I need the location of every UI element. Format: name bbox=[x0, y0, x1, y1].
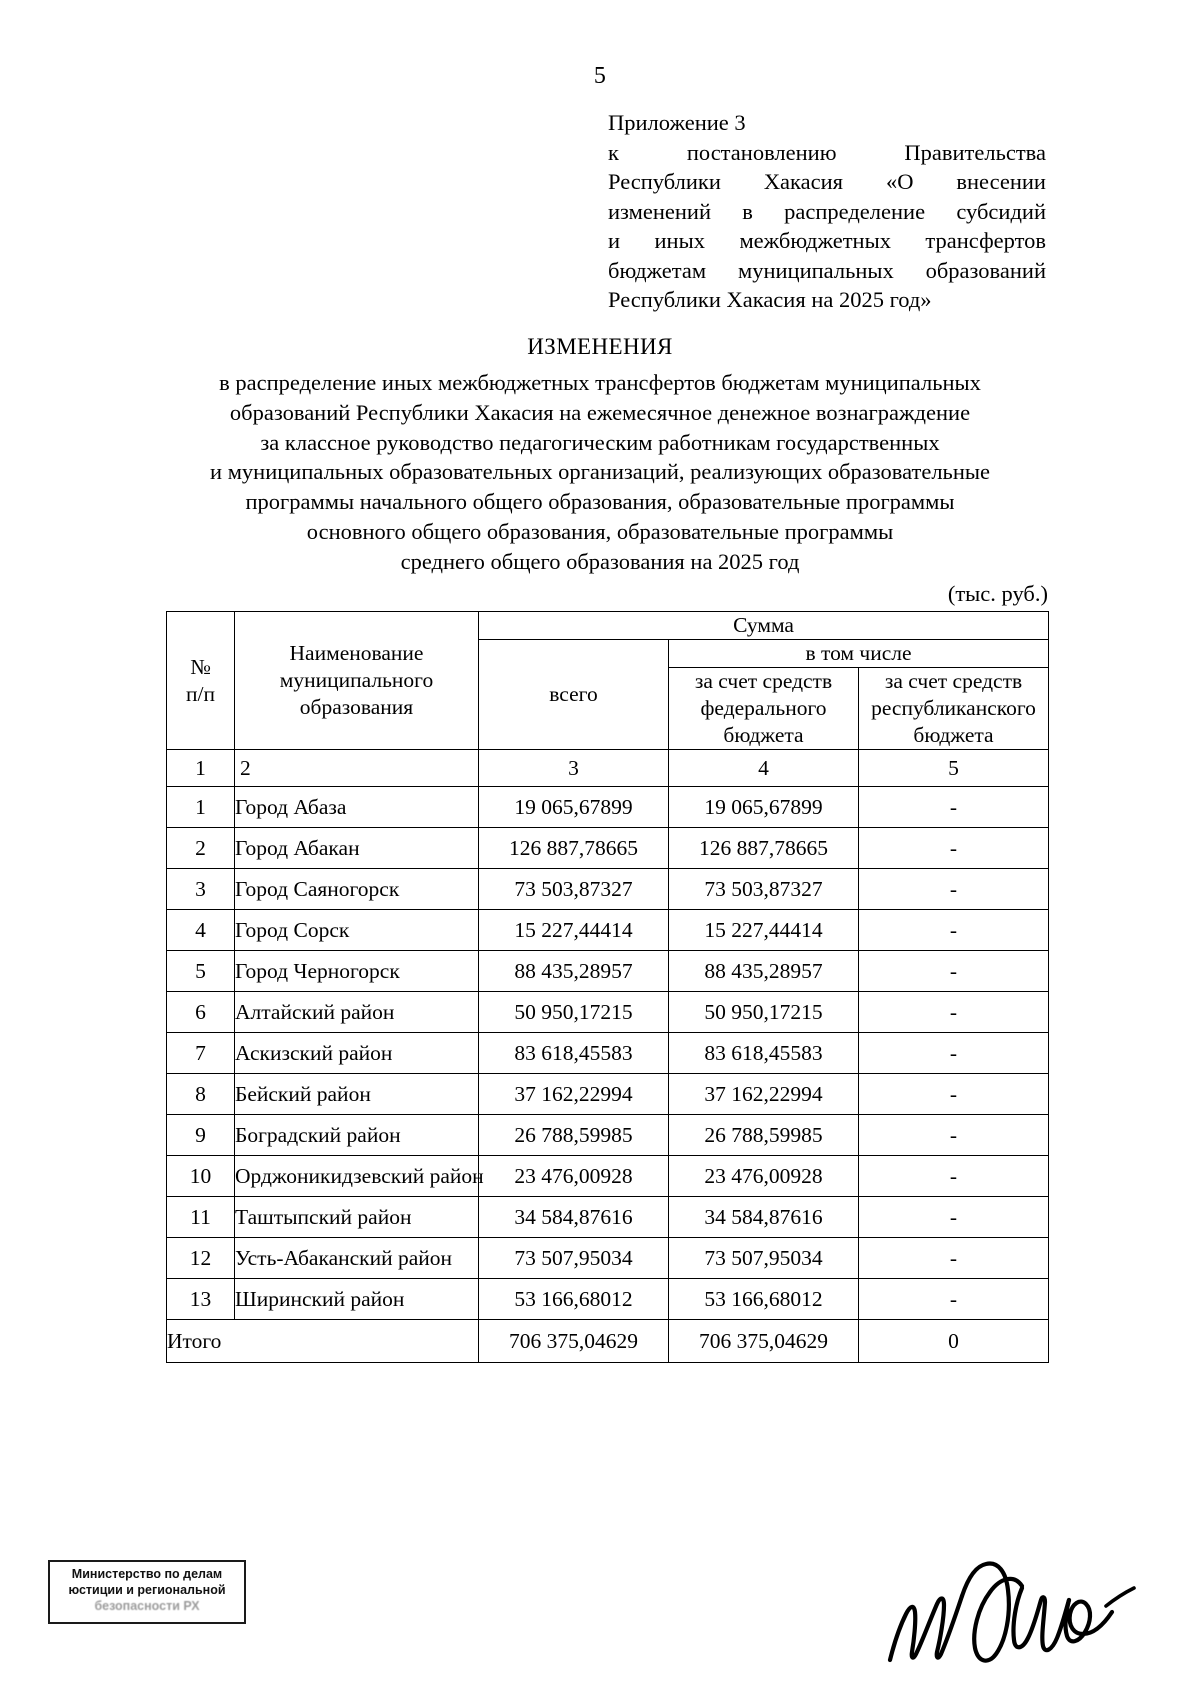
appendix-line-1: Приложение 3 bbox=[608, 110, 746, 135]
appendix-line-6-word-1: бюджетам bbox=[608, 257, 707, 283]
row-republican: - bbox=[859, 1197, 1049, 1238]
row-number: 9 bbox=[167, 1115, 235, 1156]
appendix-reference-block bbox=[608, 108, 1046, 315]
total-amount: 706 375,04629 bbox=[479, 1320, 669, 1363]
row-total: 50 950,17215 bbox=[479, 992, 669, 1033]
row-federal: 73 507,95034 bbox=[669, 1238, 859, 1279]
header-name-line-1: Наименование bbox=[289, 641, 424, 665]
table-row bbox=[167, 1156, 1049, 1197]
table-row bbox=[167, 1115, 1049, 1156]
units-label: (тыс. руб.) bbox=[947, 581, 1048, 606]
row-total: 73 503,87327 bbox=[479, 869, 669, 910]
appendix-line-4-word-3: распределение bbox=[784, 198, 926, 224]
row-federal: 53 166,68012 bbox=[669, 1279, 859, 1320]
row-name: Усть-Абаканский район bbox=[235, 1238, 479, 1279]
header-no-line-2: п/п bbox=[186, 681, 215, 706]
header-cell-federal bbox=[669, 668, 859, 750]
page-number: 5 bbox=[593, 63, 607, 89]
row-federal: 83 618,45583 bbox=[669, 1033, 859, 1074]
header-cell-republican bbox=[859, 668, 1049, 750]
column-number-2: 2 bbox=[235, 750, 479, 787]
signature-icon bbox=[880, 1548, 1140, 1668]
row-number: 5 bbox=[167, 951, 235, 992]
column-number-4: 4 bbox=[669, 750, 859, 787]
table-row bbox=[167, 910, 1049, 951]
row-name: Город Черногорск bbox=[235, 951, 479, 992]
header-republican-line-1: за счет средств bbox=[884, 669, 1023, 693]
ministry-stamp bbox=[48, 1560, 246, 1624]
row-federal: 19 065,67899 bbox=[669, 787, 859, 828]
table-row bbox=[167, 1033, 1049, 1074]
appendix-line-3-word-3: «О bbox=[885, 169, 914, 194]
row-federal: 34 584,87616 bbox=[669, 1197, 859, 1238]
stamp-line-1: Министерство по делам bbox=[71, 1567, 223, 1581]
table-row bbox=[167, 828, 1049, 869]
row-number: 12 bbox=[167, 1238, 235, 1279]
row-number: 10 bbox=[167, 1156, 235, 1197]
table-total-row bbox=[167, 1320, 1049, 1363]
row-federal: 37 162,22994 bbox=[669, 1074, 859, 1115]
row-federal: 126 887,78665 bbox=[669, 828, 859, 869]
row-total: 126 887,78665 bbox=[479, 828, 669, 869]
appendix-line-4-word-4: субсидий bbox=[956, 198, 1046, 224]
appendix-line-5-word-3: межбюджетных bbox=[739, 228, 891, 253]
row-name: Город Абакан bbox=[235, 828, 479, 869]
table-row bbox=[167, 951, 1049, 992]
header-cell-total: всего bbox=[479, 640, 669, 750]
row-number: 7 bbox=[167, 1033, 235, 1074]
row-name: Город Саяногорск bbox=[235, 869, 479, 910]
row-name: Таштыпский район bbox=[235, 1197, 479, 1238]
table-row bbox=[167, 992, 1049, 1033]
appendix-line-3-word-2: Хакасия bbox=[763, 169, 844, 194]
appendix-line-4-word-2: в bbox=[742, 198, 753, 224]
row-republican: - bbox=[859, 910, 1049, 951]
header-cell-no bbox=[167, 612, 235, 750]
row-total: 73 507,95034 bbox=[479, 1238, 669, 1279]
row-federal: 26 788,59985 bbox=[669, 1115, 859, 1156]
table-row bbox=[167, 1074, 1049, 1115]
row-name: Город Абаза bbox=[235, 787, 479, 828]
table-row bbox=[167, 1197, 1049, 1238]
table-row bbox=[167, 1279, 1049, 1320]
appendix-line-7: Республики Хакасия на 2025 год» bbox=[608, 287, 932, 312]
row-republican: - bbox=[859, 1156, 1049, 1197]
subtitle-line-5: программы начального общего образования, образовательные программы bbox=[245, 489, 955, 515]
row-number: 11 bbox=[167, 1197, 235, 1238]
total-label: Итого bbox=[167, 1320, 479, 1363]
row-number: 4 bbox=[167, 910, 235, 951]
distribution-table bbox=[166, 611, 1049, 1363]
row-federal: 23 476,00928 bbox=[669, 1156, 859, 1197]
row-total: 53 166,68012 bbox=[479, 1279, 669, 1320]
row-total: 83 618,45583 bbox=[479, 1033, 669, 1074]
appendix-line-3 bbox=[608, 167, 1046, 197]
table-row bbox=[167, 869, 1049, 910]
subtitle-line-4: и муниципальных образовательных организаций, реализующих образовательные bbox=[210, 459, 990, 485]
appendix-line-6-word-3: образований bbox=[925, 257, 1046, 283]
row-total: 88 435,28957 bbox=[479, 951, 669, 992]
row-total: 23 476,00928 bbox=[479, 1156, 669, 1197]
header-no-line-1: № bbox=[190, 654, 211, 679]
document-heading: ИЗМЕНЕНИЯ bbox=[527, 334, 673, 359]
total-republican: 0 bbox=[859, 1320, 1049, 1363]
header-federal-line-1: за счет средств bbox=[694, 669, 833, 693]
appendix-line-6-word-2: муниципальных bbox=[737, 257, 894, 283]
appendix-line-2-word-3: Правительства bbox=[904, 139, 1046, 165]
header-cell-sum: Сумма bbox=[479, 612, 1049, 640]
row-republican: - bbox=[859, 1279, 1049, 1320]
appendix-line-6 bbox=[608, 256, 1046, 286]
header-federal-line-3: бюджета bbox=[723, 723, 804, 747]
stamp-line-2: юстиции и региональной bbox=[68, 1583, 226, 1597]
column-number-3: 3 bbox=[479, 750, 669, 787]
row-name: Аскизский район bbox=[235, 1033, 479, 1074]
row-republican: - bbox=[859, 951, 1049, 992]
row-number: 6 bbox=[167, 992, 235, 1033]
appendix-line-4-word-1: изменений bbox=[608, 198, 711, 224]
table-body bbox=[167, 787, 1049, 1363]
header-republican-line-3: бюджета bbox=[913, 723, 994, 747]
subtitle-line-7: среднего общего образования на 2025 год bbox=[400, 548, 800, 574]
row-name: Орджоникидзевский район bbox=[235, 1156, 479, 1197]
row-number: 13 bbox=[167, 1279, 235, 1320]
table-row bbox=[167, 787, 1049, 828]
appendix-line-2-word-2: постановлению bbox=[686, 139, 837, 165]
row-name: Ширинский район bbox=[235, 1279, 479, 1320]
appendix-line-3-word-1: Республики bbox=[608, 169, 721, 194]
row-republican: - bbox=[859, 1238, 1049, 1279]
table-row bbox=[167, 1238, 1049, 1279]
appendix-line-2 bbox=[608, 138, 1046, 168]
row-name: Боградский район bbox=[235, 1115, 479, 1156]
row-total: 26 788,59985 bbox=[479, 1115, 669, 1156]
row-republican: - bbox=[859, 1115, 1049, 1156]
stamp-line-3: безопасности РХ bbox=[94, 1599, 200, 1613]
row-total: 15 227,44414 bbox=[479, 910, 669, 951]
distribution-table-wrapper bbox=[166, 611, 1048, 1363]
subtitle-line-1: в распределение иных межбюджетных трансфертов бюджетам муниципальных bbox=[219, 370, 981, 395]
header-federal-line-2: федерального bbox=[700, 696, 827, 720]
row-republican: - bbox=[859, 787, 1049, 828]
row-name: Алтайский район bbox=[235, 992, 479, 1033]
subtitle-line-3: за классное руководство педагогическим работникам государственных bbox=[260, 429, 940, 455]
row-republican: - bbox=[859, 828, 1049, 869]
row-republican: - bbox=[859, 992, 1049, 1033]
header-name-line-2: муниципального bbox=[279, 668, 434, 692]
header-name-line-3: образования bbox=[299, 695, 414, 719]
total-federal: 706 375,04629 bbox=[669, 1320, 859, 1363]
appendix-line-3-word-4: внесении bbox=[956, 169, 1046, 194]
handwritten-signature bbox=[880, 1548, 1140, 1668]
header-cell-among-which: в том числе bbox=[669, 640, 1049, 668]
row-republican: - bbox=[859, 1033, 1049, 1074]
row-federal: 73 503,87327 bbox=[669, 869, 859, 910]
header-cell-name bbox=[235, 612, 479, 750]
appendix-line-4 bbox=[608, 197, 1046, 227]
row-name: Бейский район bbox=[235, 1074, 479, 1115]
row-federal: 88 435,28957 bbox=[669, 951, 859, 992]
row-number: 2 bbox=[167, 828, 235, 869]
row-federal: 15 227,44414 bbox=[669, 910, 859, 951]
row-total: 37 162,22994 bbox=[479, 1074, 669, 1115]
table-head bbox=[167, 612, 1049, 787]
row-number: 1 bbox=[167, 787, 235, 828]
subtitle-line-2: образований Республики Хакасия на ежемесячное денежное вознаграждение bbox=[229, 399, 971, 425]
header-republican-line-2: республиканского bbox=[871, 696, 1036, 720]
subtitle-line-6: основного общего образования, образовательные программы bbox=[306, 518, 894, 544]
row-total: 19 065,67899 bbox=[479, 787, 669, 828]
appendix-line-5-word-2: иных bbox=[654, 228, 705, 253]
row-name: Город Сорск bbox=[235, 910, 479, 951]
appendix-line-5 bbox=[608, 226, 1046, 256]
column-number-1: 1 bbox=[167, 750, 235, 787]
row-federal: 50 950,17215 bbox=[669, 992, 859, 1033]
appendix-line-5-word-4: трансфертов bbox=[925, 228, 1046, 253]
table-column-number-row bbox=[167, 750, 1049, 787]
table-header-row-1 bbox=[167, 612, 1049, 640]
appendix-line-2-word-1: к bbox=[608, 139, 619, 165]
document-subtitle bbox=[0, 368, 1200, 577]
appendix-line-5-word-1: и bbox=[608, 228, 621, 253]
row-republican: - bbox=[859, 1074, 1049, 1115]
column-number-5: 5 bbox=[859, 750, 1049, 787]
row-number: 3 bbox=[167, 869, 235, 910]
row-total: 34 584,87616 bbox=[479, 1197, 669, 1238]
row-republican: - bbox=[859, 869, 1049, 910]
row-number: 8 bbox=[167, 1074, 235, 1115]
